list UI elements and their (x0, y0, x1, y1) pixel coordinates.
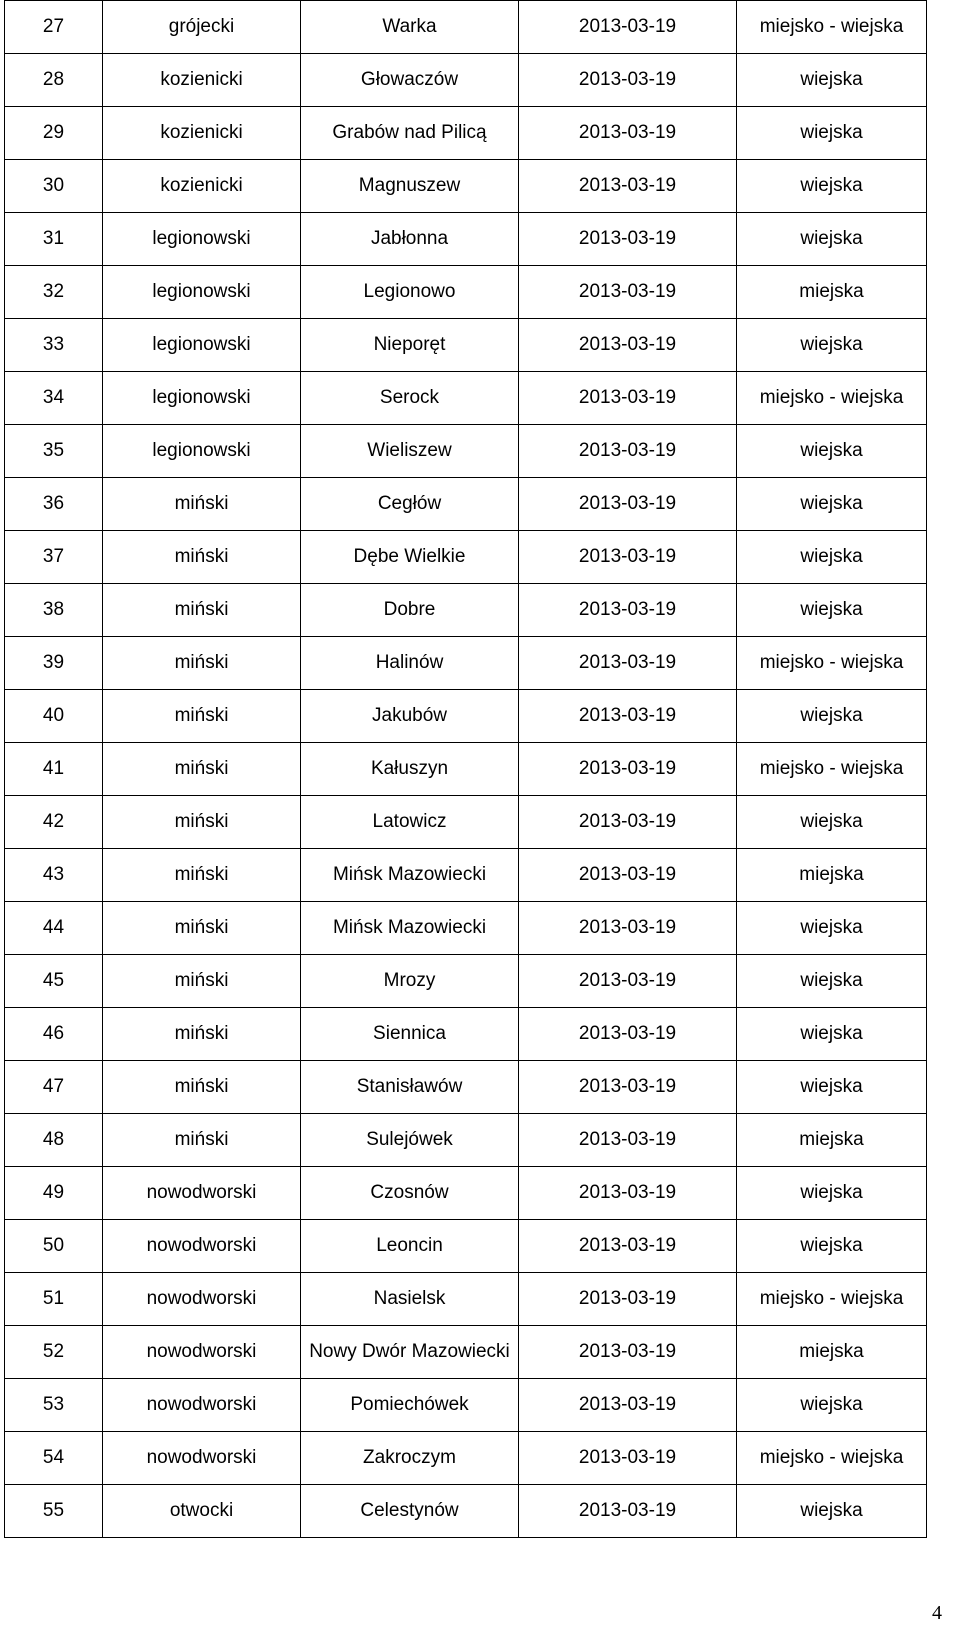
cell-date: 2013-03-19 (519, 54, 737, 107)
cell-powiat: miński (103, 478, 301, 531)
cell-number: 54 (5, 1432, 103, 1485)
cell-number: 41 (5, 743, 103, 796)
table-row (5, 584, 927, 637)
cell-powiat: otwocki (103, 1485, 301, 1538)
cell-number: 30 (5, 160, 103, 213)
cell-type: wiejska (737, 955, 927, 1008)
table-row (5, 796, 927, 849)
table-row (5, 1, 927, 54)
cell-type: wiejska (737, 1061, 927, 1114)
cell-type: wiejska (737, 160, 927, 213)
cell-date: 2013-03-19 (519, 266, 737, 319)
cell-gmina: Legionowo (301, 266, 519, 319)
cell-gmina: Sulejówek (301, 1114, 519, 1167)
cell-date: 2013-03-19 (519, 319, 737, 372)
cell-powiat: legionowski (103, 372, 301, 425)
cell-gmina: Czosnów (301, 1167, 519, 1220)
cell-gmina: Mrozy (301, 955, 519, 1008)
cell-powiat: miński (103, 531, 301, 584)
cell-powiat: miński (103, 796, 301, 849)
table-row (5, 637, 927, 690)
cell-date: 2013-03-19 (519, 425, 737, 478)
cell-powiat: nowodworski (103, 1167, 301, 1220)
cell-number: 46 (5, 1008, 103, 1061)
cell-type: wiejska (737, 425, 927, 478)
cell-powiat: miński (103, 902, 301, 955)
cell-gmina: Jakubów (301, 690, 519, 743)
cell-type: wiejska (737, 531, 927, 584)
cell-type: miejsko - wiejska (737, 1273, 927, 1326)
cell-gmina: Zakroczym (301, 1432, 519, 1485)
cell-powiat: kozienicki (103, 160, 301, 213)
cell-gmina: Halinów (301, 637, 519, 690)
cell-gmina: Wieliszew (301, 425, 519, 478)
cell-type: wiejska (737, 690, 927, 743)
cell-powiat: miński (103, 955, 301, 1008)
cell-number: 36 (5, 478, 103, 531)
table-row (5, 743, 927, 796)
cell-gmina: Grabów nad Pilicą (301, 107, 519, 160)
table-row (5, 690, 927, 743)
cell-type: wiejska (737, 54, 927, 107)
table-row (5, 1485, 927, 1538)
cell-powiat: nowodworski (103, 1220, 301, 1273)
cell-date: 2013-03-19 (519, 478, 737, 531)
cell-type: wiejska (737, 902, 927, 955)
cell-gmina: Mińsk Mazowiecki (301, 849, 519, 902)
cell-type: miejska (737, 266, 927, 319)
cell-powiat: nowodworski (103, 1379, 301, 1432)
cell-date: 2013-03-19 (519, 1379, 737, 1432)
table-row (5, 478, 927, 531)
cell-number: 52 (5, 1326, 103, 1379)
cell-number: 53 (5, 1379, 103, 1432)
cell-gmina: Nasielsk (301, 1273, 519, 1326)
cell-date: 2013-03-19 (519, 1167, 737, 1220)
table-row (5, 531, 927, 584)
cell-number: 34 (5, 372, 103, 425)
cell-number: 50 (5, 1220, 103, 1273)
table-row (5, 1220, 927, 1273)
cell-date: 2013-03-19 (519, 1485, 737, 1538)
cell-number: 35 (5, 425, 103, 478)
cell-type: wiejska (737, 1485, 927, 1538)
cell-gmina: Dobre (301, 584, 519, 637)
cell-powiat: nowodworski (103, 1326, 301, 1379)
cell-type: wiejska (737, 796, 927, 849)
table-row (5, 1167, 927, 1220)
cell-number: 32 (5, 266, 103, 319)
cell-powiat: miński (103, 690, 301, 743)
cell-type: wiejska (737, 319, 927, 372)
table-row (5, 372, 927, 425)
cell-powiat: nowodworski (103, 1273, 301, 1326)
cell-number: 37 (5, 531, 103, 584)
cell-number: 43 (5, 849, 103, 902)
cell-gmina: Latowicz (301, 796, 519, 849)
cell-type: miejsko - wiejska (737, 637, 927, 690)
table-row (5, 1379, 927, 1432)
gmina-table (4, 0, 927, 1538)
cell-number: 39 (5, 637, 103, 690)
cell-gmina: Celestynów (301, 1485, 519, 1538)
table-row (5, 1008, 927, 1061)
cell-number: 44 (5, 902, 103, 955)
cell-powiat: kozienicki (103, 54, 301, 107)
cell-gmina: Magnuszew (301, 160, 519, 213)
cell-gmina: Leoncin (301, 1220, 519, 1273)
cell-gmina: Cegłów (301, 478, 519, 531)
cell-type: wiejska (737, 1167, 927, 1220)
cell-number: 40 (5, 690, 103, 743)
cell-number: 29 (5, 107, 103, 160)
cell-powiat: miński (103, 637, 301, 690)
cell-gmina: Stanisławów (301, 1061, 519, 1114)
cell-number: 33 (5, 319, 103, 372)
cell-date: 2013-03-19 (519, 1326, 737, 1379)
table-row (5, 425, 927, 478)
cell-powiat: miński (103, 849, 301, 902)
cell-type: miejska (737, 849, 927, 902)
cell-type: miejska (737, 1114, 927, 1167)
cell-type: miejska (737, 1326, 927, 1379)
cell-powiat: legionowski (103, 266, 301, 319)
cell-type: wiejska (737, 584, 927, 637)
cell-type: miejsko - wiejska (737, 1432, 927, 1485)
cell-gmina: Siennica (301, 1008, 519, 1061)
cell-gmina: Serock (301, 372, 519, 425)
cell-gmina: Warka (301, 1, 519, 54)
cell-type: wiejska (737, 213, 927, 266)
cell-date: 2013-03-19 (519, 372, 737, 425)
cell-gmina: Jabłonna (301, 213, 519, 266)
cell-type: wiejska (737, 107, 927, 160)
table-row (5, 1114, 927, 1167)
table-row (5, 1432, 927, 1485)
cell-powiat: legionowski (103, 319, 301, 372)
cell-powiat: miński (103, 1008, 301, 1061)
cell-gmina: Mińsk Mazowiecki (301, 902, 519, 955)
cell-powiat: miński (103, 1061, 301, 1114)
cell-gmina: Dębe Wielkie (301, 531, 519, 584)
table-row (5, 1273, 927, 1326)
cell-date: 2013-03-19 (519, 213, 737, 266)
table-row (5, 319, 927, 372)
cell-gmina: Kałuszyn (301, 743, 519, 796)
cell-date: 2013-03-19 (519, 743, 737, 796)
table-row (5, 902, 927, 955)
cell-gmina: Nieporęt (301, 319, 519, 372)
cell-type: wiejska (737, 1220, 927, 1273)
cell-date: 2013-03-19 (519, 531, 737, 584)
cell-gmina: Pomiechówek (301, 1379, 519, 1432)
cell-number: 27 (5, 1, 103, 54)
table-row (5, 1326, 927, 1379)
cell-date: 2013-03-19 (519, 584, 737, 637)
cell-date: 2013-03-19 (519, 849, 737, 902)
table-row (5, 213, 927, 266)
cell-date: 2013-03-19 (519, 637, 737, 690)
cell-number: 49 (5, 1167, 103, 1220)
cell-type: miejsko - wiejska (737, 743, 927, 796)
table-row (5, 266, 927, 319)
cell-number: 42 (5, 796, 103, 849)
cell-date: 2013-03-19 (519, 1114, 737, 1167)
cell-type: wiejska (737, 1379, 927, 1432)
cell-powiat: miński (103, 584, 301, 637)
cell-number: 51 (5, 1273, 103, 1326)
cell-powiat: nowodworski (103, 1432, 301, 1485)
cell-gmina: Nowy Dwór Mazowiecki (301, 1326, 519, 1379)
cell-date: 2013-03-19 (519, 160, 737, 213)
cell-type: wiejska (737, 478, 927, 531)
cell-type: wiejska (737, 1008, 927, 1061)
table-row (5, 1061, 927, 1114)
cell-number: 38 (5, 584, 103, 637)
cell-number: 45 (5, 955, 103, 1008)
cell-date: 2013-03-19 (519, 1220, 737, 1273)
cell-gmina: Głowaczów (301, 54, 519, 107)
gmina-table-body (5, 1, 927, 1538)
cell-type: miejsko - wiejska (737, 1, 927, 54)
cell-date: 2013-03-19 (519, 796, 737, 849)
cell-date: 2013-03-19 (519, 1008, 737, 1061)
cell-date: 2013-03-19 (519, 1, 737, 54)
cell-date: 2013-03-19 (519, 955, 737, 1008)
cell-date: 2013-03-19 (519, 690, 737, 743)
table-row (5, 849, 927, 902)
table-row (5, 955, 927, 1008)
cell-powiat: kozienicki (103, 107, 301, 160)
cell-powiat: legionowski (103, 425, 301, 478)
cell-date: 2013-03-19 (519, 107, 737, 160)
cell-powiat: legionowski (103, 213, 301, 266)
cell-number: 55 (5, 1485, 103, 1538)
table-row (5, 54, 927, 107)
page-number: 4 (932, 1602, 942, 1624)
cell-powiat: miński (103, 1114, 301, 1167)
cell-date: 2013-03-19 (519, 902, 737, 955)
cell-date: 2013-03-19 (519, 1273, 737, 1326)
cell-number: 47 (5, 1061, 103, 1114)
cell-number: 48 (5, 1114, 103, 1167)
cell-number: 31 (5, 213, 103, 266)
cell-type: miejsko - wiejska (737, 372, 927, 425)
table-row (5, 160, 927, 213)
table-row (5, 107, 927, 160)
cell-number: 28 (5, 54, 103, 107)
cell-date: 2013-03-19 (519, 1061, 737, 1114)
cell-powiat: grójecki (103, 1, 301, 54)
cell-powiat: miński (103, 743, 301, 796)
cell-date: 2013-03-19 (519, 1432, 737, 1485)
